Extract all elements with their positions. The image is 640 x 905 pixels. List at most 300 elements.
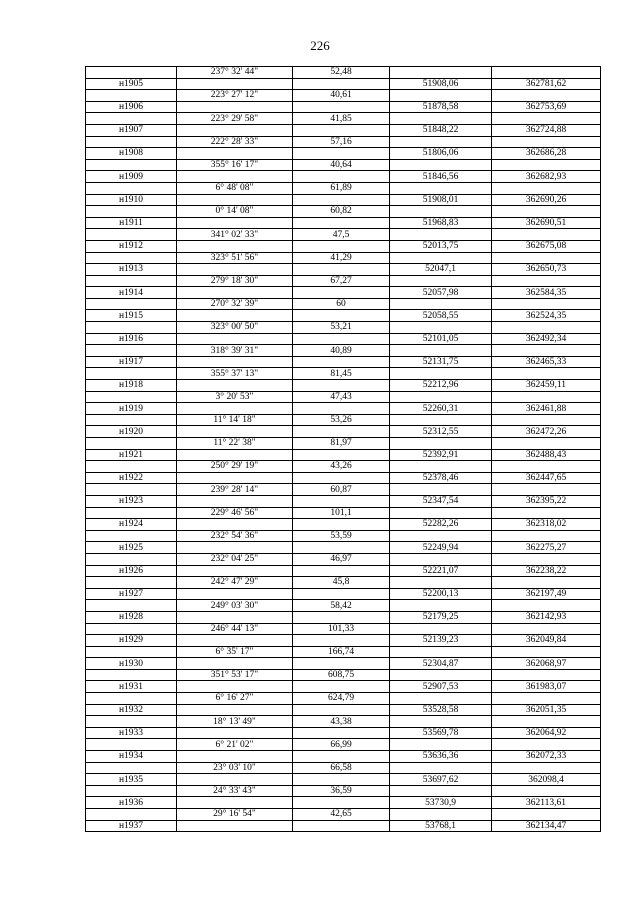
distance-cell	[293, 774, 390, 786]
y-coordinate-cell	[492, 67, 601, 79]
point-name-cell	[86, 785, 177, 797]
x-coordinate-cell: 52221,07	[390, 565, 492, 577]
x-coordinate-cell: 53569,78	[390, 727, 492, 739]
direction-angle-cell	[177, 333, 293, 345]
y-coordinate-cell: 362072,33	[492, 751, 601, 763]
y-coordinate-cell: 362492,34	[492, 333, 601, 345]
direction-angle-cell	[177, 264, 293, 276]
y-coordinate-cell	[492, 623, 601, 635]
table-row	[86, 124, 601, 136]
table-row	[86, 449, 601, 461]
point-name-cell: н1930	[86, 658, 177, 670]
table-row	[86, 774, 601, 786]
distance-cell: 40,64	[293, 159, 390, 171]
direction-angle-cell: 246° 44' 13"	[177, 623, 293, 635]
y-coordinate-cell: 362318,02	[492, 519, 601, 531]
x-coordinate-cell: 52131,75	[390, 356, 492, 368]
distance-cell	[293, 565, 390, 577]
y-coordinate-cell: 362447,65	[492, 472, 601, 484]
distance-cell: 608,75	[293, 669, 390, 681]
table-row	[86, 182, 601, 194]
table-row	[86, 565, 601, 577]
table-row	[86, 438, 601, 450]
point-name-cell: н1913	[86, 264, 177, 276]
y-coordinate-cell: 362098,4	[492, 774, 601, 786]
table-row	[86, 90, 601, 102]
x-coordinate-cell	[390, 461, 492, 473]
direction-angle-cell	[177, 704, 293, 716]
table-row	[86, 820, 601, 832]
x-coordinate-cell: 51848,22	[390, 124, 492, 136]
direction-angle-cell: 0° 14' 08"	[177, 206, 293, 218]
direction-angle-cell: 6° 48' 08"	[177, 182, 293, 194]
x-coordinate-cell: 53697,62	[390, 774, 492, 786]
point-name-cell	[86, 275, 177, 287]
y-coordinate-cell	[492, 577, 601, 589]
direction-angle-cell	[177, 542, 293, 554]
distance-cell	[293, 287, 390, 299]
y-coordinate-cell: 362781,62	[492, 78, 601, 90]
table-row	[86, 136, 601, 148]
point-name-cell: н1923	[86, 495, 177, 507]
point-name-cell: н1935	[86, 774, 177, 786]
point-name-cell	[86, 461, 177, 473]
distance-cell	[293, 240, 390, 252]
table-row	[86, 380, 601, 392]
table-row	[86, 322, 601, 334]
table-row	[86, 553, 601, 565]
distance-cell	[293, 449, 390, 461]
x-coordinate-cell	[390, 809, 492, 821]
table-row	[86, 542, 601, 554]
y-coordinate-cell: 362197,49	[492, 588, 601, 600]
direction-angle-cell	[177, 403, 293, 415]
table-row	[86, 287, 601, 299]
distance-cell: 60,87	[293, 484, 390, 496]
table-row	[86, 240, 601, 252]
point-name-cell: н1914	[86, 287, 177, 299]
x-coordinate-cell: 52378,46	[390, 472, 492, 484]
distance-cell: 42,65	[293, 809, 390, 821]
table-row	[86, 113, 601, 125]
table-row	[86, 368, 601, 380]
point-name-cell: н1921	[86, 449, 177, 461]
point-name-cell: н1907	[86, 124, 177, 136]
point-name-cell	[86, 229, 177, 241]
x-coordinate-cell	[390, 252, 492, 264]
distance-cell	[293, 472, 390, 484]
table-row	[86, 635, 601, 647]
distance-cell	[293, 426, 390, 438]
point-name-cell	[86, 414, 177, 426]
direction-angle-cell	[177, 287, 293, 299]
point-name-cell	[86, 646, 177, 658]
distance-cell: 47,5	[293, 229, 390, 241]
direction-angle-cell: 3° 20' 53"	[177, 391, 293, 403]
y-coordinate-cell: 362472,26	[492, 426, 601, 438]
y-coordinate-cell: 362064,92	[492, 727, 601, 739]
direction-angle-cell: 323° 51' 56"	[177, 252, 293, 264]
y-coordinate-cell	[492, 298, 601, 310]
point-name-cell: н1924	[86, 519, 177, 531]
distance-cell	[293, 124, 390, 136]
x-coordinate-cell	[390, 67, 492, 79]
x-coordinate-cell	[390, 785, 492, 797]
table-row	[86, 495, 601, 507]
direction-angle-cell	[177, 495, 293, 507]
table-row	[86, 693, 601, 705]
y-coordinate-cell	[492, 646, 601, 658]
table-row	[86, 681, 601, 693]
direction-angle-cell	[177, 565, 293, 577]
y-coordinate-cell	[492, 762, 601, 774]
distance-cell	[293, 333, 390, 345]
table-row	[86, 356, 601, 368]
direction-angle-cell	[177, 356, 293, 368]
coordinates-table	[85, 66, 601, 832]
direction-angle-cell	[177, 797, 293, 809]
distance-cell	[293, 217, 390, 229]
point-name-cell: н1927	[86, 588, 177, 600]
x-coordinate-cell	[390, 368, 492, 380]
distance-cell	[293, 681, 390, 693]
x-coordinate-cell	[390, 762, 492, 774]
table-row	[86, 577, 601, 589]
distance-cell	[293, 797, 390, 809]
x-coordinate-cell: 52139,23	[390, 635, 492, 647]
x-coordinate-cell	[390, 90, 492, 102]
x-coordinate-cell	[390, 693, 492, 705]
distance-cell: 57,16	[293, 136, 390, 148]
y-coordinate-cell: 362049,84	[492, 635, 601, 647]
direction-angle-cell: 341° 02' 33"	[177, 229, 293, 241]
y-coordinate-cell	[492, 553, 601, 565]
distance-cell: 53,26	[293, 414, 390, 426]
page-number: 226	[310, 38, 330, 53]
y-coordinate-cell	[492, 739, 601, 751]
table-row	[86, 101, 601, 113]
direction-angle-cell	[177, 519, 293, 531]
distance-cell: 60,82	[293, 206, 390, 218]
distance-cell	[293, 635, 390, 647]
distance-cell	[293, 495, 390, 507]
distance-cell: 624,79	[293, 693, 390, 705]
table-row	[86, 472, 601, 484]
x-coordinate-cell	[390, 600, 492, 612]
point-name-cell: н1932	[86, 704, 177, 716]
x-coordinate-cell	[390, 391, 492, 403]
direction-angle-cell: 6° 35' 17"	[177, 646, 293, 658]
y-coordinate-cell: 362068,97	[492, 658, 601, 670]
distance-cell	[293, 727, 390, 739]
point-name-cell	[86, 113, 177, 125]
distance-cell	[293, 264, 390, 276]
y-coordinate-cell	[492, 507, 601, 519]
direction-angle-cell: 11° 22' 38"	[177, 438, 293, 450]
direction-angle-cell	[177, 426, 293, 438]
y-coordinate-cell: 362238,22	[492, 565, 601, 577]
direction-angle-cell: 318° 39' 31"	[177, 345, 293, 357]
x-coordinate-cell	[390, 739, 492, 751]
x-coordinate-cell	[390, 646, 492, 658]
distance-cell	[293, 820, 390, 832]
point-name-cell	[86, 159, 177, 171]
y-coordinate-cell	[492, 484, 601, 496]
distance-cell: 58,42	[293, 600, 390, 612]
point-name-cell: н1912	[86, 240, 177, 252]
distance-cell: 43,38	[293, 716, 390, 728]
x-coordinate-cell	[390, 414, 492, 426]
table-row	[86, 646, 601, 658]
x-coordinate-cell	[390, 530, 492, 542]
direction-angle-cell	[177, 681, 293, 693]
x-coordinate-cell: 52312,55	[390, 426, 492, 438]
direction-angle-cell	[177, 78, 293, 90]
direction-angle-cell	[177, 380, 293, 392]
point-name-cell: н1936	[86, 797, 177, 809]
direction-angle-cell: 279° 18' 30"	[177, 275, 293, 287]
x-coordinate-cell: 52047,1	[390, 264, 492, 276]
table-row	[86, 252, 601, 264]
y-coordinate-cell	[492, 693, 601, 705]
table-row	[86, 530, 601, 542]
distance-cell: 53,59	[293, 530, 390, 542]
y-coordinate-cell: 362113,61	[492, 797, 601, 809]
direction-angle-cell: 229° 46' 56"	[177, 507, 293, 519]
point-name-cell	[86, 623, 177, 635]
x-coordinate-cell: 51846,56	[390, 171, 492, 183]
x-coordinate-cell	[390, 484, 492, 496]
x-coordinate-cell	[390, 206, 492, 218]
point-name-cell	[86, 693, 177, 705]
distance-cell	[293, 148, 390, 160]
direction-angle-cell: 29° 16' 54"	[177, 809, 293, 821]
direction-angle-cell	[177, 472, 293, 484]
y-coordinate-cell	[492, 530, 601, 542]
distance-cell	[293, 403, 390, 415]
table-row	[86, 797, 601, 809]
distance-cell: 45,8	[293, 577, 390, 589]
point-name-cell	[86, 669, 177, 681]
point-name-cell	[86, 762, 177, 774]
point-name-cell	[86, 345, 177, 357]
y-coordinate-cell: 362686,28	[492, 148, 601, 160]
direction-angle-cell	[177, 310, 293, 322]
distance-cell	[293, 704, 390, 716]
table-row	[86, 611, 601, 623]
table-row	[86, 716, 601, 728]
x-coordinate-cell	[390, 229, 492, 241]
distance-cell: 36,59	[293, 785, 390, 797]
x-coordinate-cell: 52249,94	[390, 542, 492, 554]
y-coordinate-cell: 362675,08	[492, 240, 601, 252]
y-coordinate-cell: 362275,27	[492, 542, 601, 554]
x-coordinate-cell: 52347,54	[390, 495, 492, 507]
y-coordinate-cell: 362395,22	[492, 495, 601, 507]
x-coordinate-cell	[390, 159, 492, 171]
distance-cell	[293, 171, 390, 183]
point-name-cell: н1928	[86, 611, 177, 623]
y-coordinate-cell	[492, 461, 601, 473]
y-coordinate-cell	[492, 322, 601, 334]
table-row	[86, 275, 601, 287]
point-name-cell: н1917	[86, 356, 177, 368]
y-coordinate-cell: 362459,11	[492, 380, 601, 392]
direction-angle-cell	[177, 635, 293, 647]
point-name-cell	[86, 67, 177, 79]
direction-angle-cell: 242° 47' 29"	[177, 577, 293, 589]
y-coordinate-cell	[492, 113, 601, 125]
distance-cell	[293, 751, 390, 763]
x-coordinate-cell: 51968,83	[390, 217, 492, 229]
point-name-cell: н1910	[86, 194, 177, 206]
direction-angle-cell	[177, 588, 293, 600]
direction-angle-cell	[177, 751, 293, 763]
direction-angle-cell	[177, 727, 293, 739]
x-coordinate-cell	[390, 553, 492, 565]
direction-angle-cell: 250° 29' 19"	[177, 461, 293, 473]
y-coordinate-cell: 362051,35	[492, 704, 601, 716]
direction-angle-cell	[177, 171, 293, 183]
table-row	[86, 148, 601, 160]
y-coordinate-cell: 361983,07	[492, 681, 601, 693]
table-row	[86, 519, 601, 531]
y-coordinate-cell: 362134,47	[492, 820, 601, 832]
point-name-cell: н1925	[86, 542, 177, 554]
direction-angle-cell: 6° 16' 27"	[177, 693, 293, 705]
x-coordinate-cell	[390, 623, 492, 635]
point-name-cell	[86, 507, 177, 519]
distance-cell: 41,29	[293, 252, 390, 264]
table-row	[86, 762, 601, 774]
point-name-cell	[86, 739, 177, 751]
point-name-cell	[86, 368, 177, 380]
table-row	[86, 785, 601, 797]
table-row	[86, 310, 601, 322]
y-coordinate-cell: 362142,93	[492, 611, 601, 623]
x-coordinate-cell	[390, 322, 492, 334]
point-name-cell	[86, 206, 177, 218]
distance-cell: 53,21	[293, 322, 390, 334]
x-coordinate-cell: 52260,31	[390, 403, 492, 415]
point-name-cell	[86, 298, 177, 310]
point-name-cell: н1906	[86, 101, 177, 113]
distance-cell: 43,26	[293, 461, 390, 473]
x-coordinate-cell: 52013,75	[390, 240, 492, 252]
point-name-cell: н1922	[86, 472, 177, 484]
y-coordinate-cell: 362488,43	[492, 449, 601, 461]
x-coordinate-cell: 51908,06	[390, 78, 492, 90]
x-coordinate-cell: 51878,58	[390, 101, 492, 113]
direction-angle-cell: 232° 54' 36"	[177, 530, 293, 542]
table-row	[86, 751, 601, 763]
distance-cell: 60	[293, 298, 390, 310]
table-row	[86, 727, 601, 739]
x-coordinate-cell: 52392,91	[390, 449, 492, 461]
direction-angle-cell	[177, 611, 293, 623]
y-coordinate-cell	[492, 669, 601, 681]
distance-cell: 66,58	[293, 762, 390, 774]
distance-cell: 40,89	[293, 345, 390, 357]
direction-angle-cell	[177, 101, 293, 113]
point-name-cell	[86, 438, 177, 450]
point-name-cell: н1929	[86, 635, 177, 647]
y-coordinate-cell: 362753,69	[492, 101, 601, 113]
distance-cell: 52,48	[293, 67, 390, 79]
table-row	[86, 298, 601, 310]
direction-angle-cell: 223° 27' 12"	[177, 90, 293, 102]
distance-cell	[293, 519, 390, 531]
point-name-cell: н1934	[86, 751, 177, 763]
table-row	[86, 809, 601, 821]
table-row	[86, 658, 601, 670]
x-coordinate-cell: 52304,87	[390, 658, 492, 670]
point-name-cell: н1918	[86, 380, 177, 392]
point-name-cell	[86, 182, 177, 194]
distance-cell: 66,99	[293, 739, 390, 751]
direction-angle-cell: 237° 32' 44"	[177, 67, 293, 79]
point-name-cell	[86, 716, 177, 728]
table-row	[86, 206, 601, 218]
point-name-cell: н1920	[86, 426, 177, 438]
direction-angle-cell: 223° 29' 58"	[177, 113, 293, 125]
direction-angle-cell: 270° 32' 39"	[177, 298, 293, 310]
y-coordinate-cell: 362682,93	[492, 171, 601, 183]
distance-cell	[293, 542, 390, 554]
y-coordinate-cell	[492, 785, 601, 797]
point-name-cell: н1916	[86, 333, 177, 345]
direction-angle-cell: 23° 03' 10"	[177, 762, 293, 774]
direction-angle-cell	[177, 449, 293, 461]
direction-angle-cell: 355° 16' 17"	[177, 159, 293, 171]
y-coordinate-cell	[492, 414, 601, 426]
table-row	[86, 229, 601, 241]
table-row	[86, 588, 601, 600]
table-row	[86, 264, 601, 276]
x-coordinate-cell	[390, 507, 492, 519]
y-coordinate-cell	[492, 600, 601, 612]
table-row	[86, 159, 601, 171]
table-row	[86, 78, 601, 90]
distance-cell: 81,97	[293, 438, 390, 450]
point-name-cell	[86, 577, 177, 589]
x-coordinate-cell: 52101,05	[390, 333, 492, 345]
y-coordinate-cell	[492, 809, 601, 821]
direction-angle-cell: 6° 21' 02"	[177, 739, 293, 751]
direction-angle-cell	[177, 774, 293, 786]
point-name-cell	[86, 136, 177, 148]
direction-angle-cell	[177, 658, 293, 670]
direction-angle-cell: 249° 03' 30"	[177, 600, 293, 612]
y-coordinate-cell	[492, 159, 601, 171]
y-coordinate-cell	[492, 438, 601, 450]
point-name-cell	[86, 252, 177, 264]
distance-cell: 166,74	[293, 646, 390, 658]
table-row	[86, 507, 601, 519]
point-name-cell: н1926	[86, 565, 177, 577]
table-row	[86, 414, 601, 426]
table-row	[86, 194, 601, 206]
table-row	[86, 345, 601, 357]
point-name-cell	[86, 530, 177, 542]
x-coordinate-cell: 51908,01	[390, 194, 492, 206]
table-row	[86, 461, 601, 473]
y-coordinate-cell	[492, 368, 601, 380]
x-coordinate-cell: 52179,25	[390, 611, 492, 623]
point-name-cell	[86, 809, 177, 821]
y-coordinate-cell: 362584,35	[492, 287, 601, 299]
point-name-cell: н1919	[86, 403, 177, 415]
